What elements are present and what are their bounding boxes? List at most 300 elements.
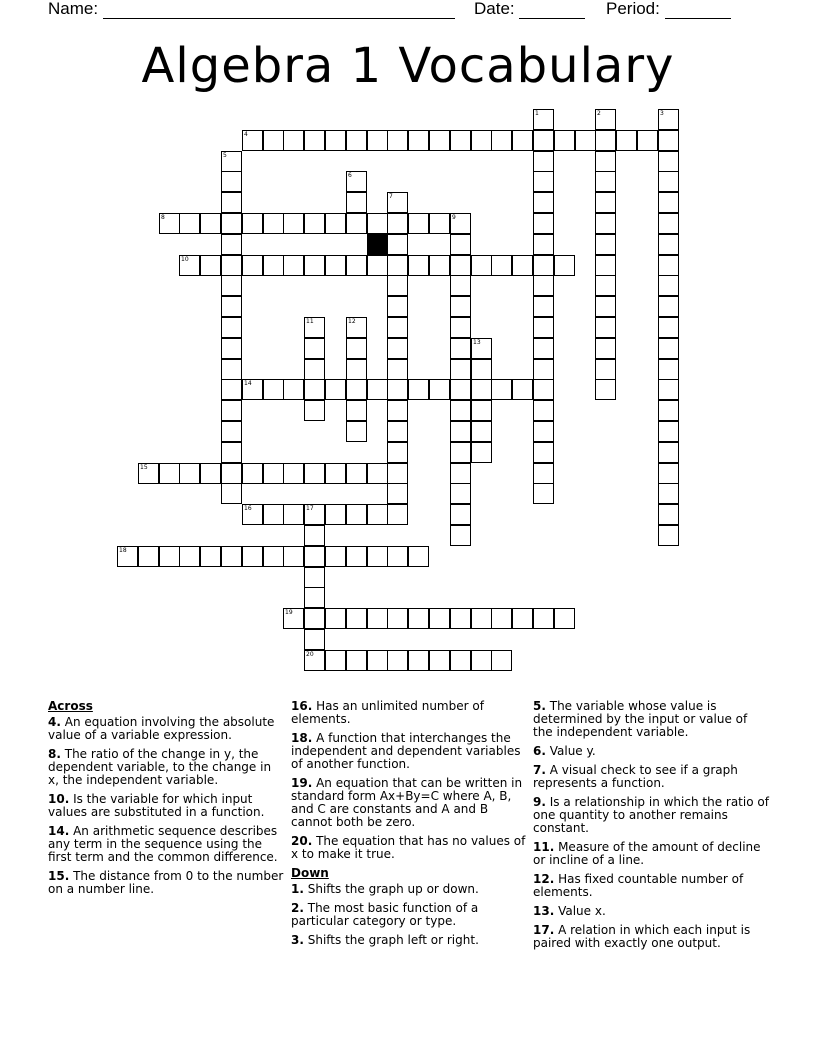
crossword-cell[interactable] bbox=[512, 379, 533, 400]
crossword-cell[interactable] bbox=[138, 463, 159, 484]
crossword-cell[interactable] bbox=[533, 130, 554, 151]
crossword-cell[interactable] bbox=[595, 109, 616, 130]
crossword-cell[interactable] bbox=[304, 567, 325, 588]
clue-number: 1 bbox=[535, 110, 539, 117]
crossword-cell[interactable] bbox=[304, 608, 325, 629]
crossword-cell[interactable] bbox=[554, 130, 575, 151]
crossword-cell[interactable] bbox=[221, 171, 242, 192]
crossword-cell[interactable] bbox=[658, 379, 679, 400]
crossword-cell[interactable] bbox=[450, 359, 471, 380]
crossword-cell[interactable] bbox=[346, 400, 367, 421]
across-clue-16: 16. Has an unlimited number of elements. bbox=[291, 699, 484, 726]
clue-number: 5 bbox=[223, 152, 227, 159]
crossword-cell[interactable] bbox=[554, 255, 575, 276]
clue-number-label: 16. bbox=[291, 699, 313, 713]
crossword-cell[interactable] bbox=[221, 275, 242, 296]
crossword-cell[interactable] bbox=[367, 608, 388, 629]
crossword-cell[interactable] bbox=[471, 130, 492, 151]
crossword-cell[interactable] bbox=[450, 296, 471, 317]
crossword-cell[interactable] bbox=[263, 546, 284, 567]
clue-number-label: 11. bbox=[533, 840, 555, 854]
crossword-cell[interactable] bbox=[221, 359, 242, 380]
black-cell bbox=[367, 234, 388, 255]
down-clue-6: 6. Value y. bbox=[533, 744, 596, 758]
down-clue-3: 3. Shifts the graph left or right. bbox=[291, 933, 479, 947]
across-clue-15: 15. The distance from 0 to the number on a number line. bbox=[48, 869, 284, 896]
crossword-cell[interactable] bbox=[408, 255, 429, 276]
crossword-cell[interactable] bbox=[533, 192, 554, 213]
down-clue-1: 1. Shifts the graph up or down. bbox=[291, 882, 479, 896]
crossword-cell[interactable] bbox=[367, 213, 388, 234]
crossword-cell[interactable] bbox=[387, 442, 408, 463]
crossword-cell[interactable] bbox=[471, 359, 492, 380]
crossword-cell[interactable] bbox=[367, 650, 388, 671]
crossword-cell[interactable] bbox=[304, 359, 325, 380]
crossword-cell[interactable] bbox=[658, 483, 679, 504]
crossword-cell[interactable] bbox=[387, 338, 408, 359]
crossword-cell[interactable] bbox=[658, 255, 679, 276]
crossword-cell[interactable] bbox=[450, 608, 471, 629]
crossword-cell[interactable] bbox=[242, 379, 263, 400]
crossword-cell[interactable] bbox=[242, 546, 263, 567]
across-clue-18: 18. A function that interchanges the independent and dependent variables of another function. bbox=[291, 731, 521, 771]
crossword-cell[interactable] bbox=[471, 650, 492, 671]
clue-number: 13 bbox=[473, 339, 481, 346]
crossword-cell[interactable] bbox=[533, 255, 554, 276]
crossword-cell[interactable] bbox=[450, 338, 471, 359]
clue-number: 10 bbox=[181, 256, 189, 263]
crossword-cell[interactable] bbox=[491, 255, 512, 276]
crossword-cell[interactable] bbox=[533, 400, 554, 421]
crossword-cell[interactable] bbox=[283, 546, 304, 567]
crossword-cell[interactable] bbox=[304, 379, 325, 400]
crossword-cell[interactable] bbox=[242, 255, 263, 276]
crossword-cell[interactable] bbox=[533, 442, 554, 463]
crossword-cell[interactable] bbox=[533, 317, 554, 338]
crossword-cell[interactable] bbox=[221, 151, 242, 172]
crossword-cell[interactable] bbox=[387, 650, 408, 671]
crossword-cell[interactable] bbox=[429, 213, 450, 234]
crossword-cell[interactable] bbox=[117, 546, 138, 567]
crossword-cell[interactable] bbox=[346, 171, 367, 192]
clue-number-label: 5. bbox=[533, 699, 546, 713]
crossword-cell[interactable] bbox=[283, 608, 304, 629]
crossword-cell[interactable] bbox=[533, 483, 554, 504]
crossword-cell[interactable] bbox=[283, 255, 304, 276]
crossword-cell[interactable] bbox=[283, 213, 304, 234]
crossword-cell[interactable] bbox=[491, 608, 512, 629]
down-clue-5: 5. The variable whose value is determined by the input or value of the independent variable. bbox=[533, 699, 748, 739]
crossword-cell[interactable] bbox=[533, 463, 554, 484]
crossword-cell[interactable] bbox=[491, 379, 512, 400]
crossword-cell[interactable] bbox=[346, 421, 367, 442]
crossword-cell[interactable] bbox=[179, 546, 200, 567]
across-clue-20: 20. The equation that has no values of x to make it true. bbox=[291, 834, 526, 861]
crossword-cell[interactable] bbox=[138, 546, 159, 567]
crossword-cell[interactable] bbox=[304, 546, 325, 567]
crossword-cell[interactable] bbox=[200, 463, 221, 484]
crossword-cell[interactable] bbox=[283, 463, 304, 484]
crossword-cell[interactable] bbox=[658, 400, 679, 421]
crossword-cell[interactable] bbox=[304, 629, 325, 650]
clue-number: 14 bbox=[244, 380, 252, 387]
crossword-cell[interactable] bbox=[283, 130, 304, 151]
crossword-cell[interactable] bbox=[595, 338, 616, 359]
crossword-cell[interactable] bbox=[595, 213, 616, 234]
down-clue-12: 12. Has fixed countable number of elements. bbox=[533, 872, 744, 899]
crossword-cell[interactable] bbox=[450, 213, 471, 234]
crossword-cell[interactable] bbox=[429, 379, 450, 400]
down-clue-9: 9. Is a relationship in which the ratio of one quantity to another remains constant. bbox=[533, 795, 769, 835]
crossword-cell[interactable] bbox=[450, 504, 471, 525]
crossword-cell[interactable] bbox=[658, 525, 679, 546]
crossword-cell[interactable] bbox=[595, 255, 616, 276]
crossword-cell[interactable] bbox=[658, 463, 679, 484]
crossword-cell[interactable] bbox=[325, 650, 346, 671]
crossword-cell[interactable] bbox=[533, 109, 554, 130]
crossword-cell[interactable] bbox=[450, 463, 471, 484]
crossword-cell[interactable] bbox=[387, 192, 408, 213]
crossword-cell[interactable] bbox=[346, 130, 367, 151]
crossword-cell[interactable] bbox=[533, 296, 554, 317]
crossword-cell[interactable] bbox=[658, 213, 679, 234]
crossword-cell[interactable] bbox=[325, 213, 346, 234]
clue-number-label: 2. bbox=[291, 901, 304, 915]
crossword-cell[interactable] bbox=[325, 608, 346, 629]
crossword-cell[interactable] bbox=[450, 379, 471, 400]
crossword-cell[interactable] bbox=[387, 463, 408, 484]
clue-number-label: 19. bbox=[291, 776, 313, 790]
crossword-cell[interactable] bbox=[450, 400, 471, 421]
crossword-cell[interactable] bbox=[429, 650, 450, 671]
crossword-cell[interactable] bbox=[387, 317, 408, 338]
clue-number-label: 14. bbox=[48, 824, 70, 838]
crossword-cell[interactable] bbox=[263, 130, 284, 151]
across-clue-10: 10. Is the variable for which input values are substituted in a function. bbox=[48, 792, 265, 819]
crossword-cell[interactable] bbox=[200, 213, 221, 234]
crossword-cell[interactable] bbox=[471, 442, 492, 463]
down-heading: Down bbox=[291, 866, 329, 880]
crossword-cell[interactable] bbox=[200, 546, 221, 567]
clue-number: 18 bbox=[119, 547, 127, 554]
crossword-cell[interactable] bbox=[387, 234, 408, 255]
crossword-cell[interactable] bbox=[304, 525, 325, 546]
crossword-cell[interactable] bbox=[616, 130, 637, 151]
crossword-cell[interactable] bbox=[304, 587, 325, 608]
clue-number: 8 bbox=[161, 214, 165, 221]
crossword-cell[interactable] bbox=[221, 317, 242, 338]
across-clue-8: 8. The ratio of the change in y, the dependent variable, to the change in x, the independent variable. bbox=[48, 747, 272, 787]
crossword-cell[interactable] bbox=[471, 608, 492, 629]
name-label: Name: bbox=[48, 0, 99, 18]
clue-number: 7 bbox=[389, 193, 393, 200]
crossword-cell[interactable] bbox=[325, 255, 346, 276]
crossword-cell[interactable] bbox=[658, 192, 679, 213]
crossword-cell[interactable] bbox=[429, 255, 450, 276]
crossword-cell[interactable] bbox=[512, 255, 533, 276]
crossword-cell[interactable] bbox=[221, 421, 242, 442]
crossword-cell[interactable] bbox=[304, 463, 325, 484]
crossword-cell[interactable] bbox=[512, 608, 533, 629]
crossword-cell[interactable] bbox=[658, 317, 679, 338]
crossword-cell[interactable] bbox=[408, 608, 429, 629]
date-label: Date: bbox=[474, 0, 515, 18]
crossword-cell[interactable] bbox=[179, 463, 200, 484]
crossword-cell[interactable] bbox=[346, 504, 367, 525]
crossword-cell[interactable] bbox=[471, 400, 492, 421]
clue-number-label: 4. bbox=[48, 715, 61, 729]
crossword-cell[interactable] bbox=[221, 400, 242, 421]
crossword-cell[interactable] bbox=[450, 483, 471, 504]
crossword-cell[interactable] bbox=[533, 151, 554, 172]
crossword-cell[interactable] bbox=[408, 379, 429, 400]
crossword-cell[interactable] bbox=[304, 255, 325, 276]
crossword-cell[interactable] bbox=[471, 255, 492, 276]
clues-column-2 bbox=[291, 700, 527, 953]
crossword-cell[interactable] bbox=[387, 400, 408, 421]
crossword-cell[interactable] bbox=[450, 130, 471, 151]
crossword-cell[interactable] bbox=[304, 400, 325, 421]
crossword-cell[interactable] bbox=[387, 255, 408, 276]
crossword-cell[interactable] bbox=[367, 255, 388, 276]
down-clue-7: 7. A visual check to see if a graph represents a function. bbox=[533, 763, 738, 790]
crossword-cell[interactable] bbox=[595, 275, 616, 296]
clues-column-1 bbox=[48, 700, 284, 902]
crossword-cell[interactable] bbox=[512, 130, 533, 151]
clue-number: 9 bbox=[452, 214, 456, 221]
crossword-cell[interactable] bbox=[346, 359, 367, 380]
crossword-cell[interactable] bbox=[304, 338, 325, 359]
crossword-cell[interactable] bbox=[658, 338, 679, 359]
crossword-cell[interactable] bbox=[242, 504, 263, 525]
crossword-cell[interactable] bbox=[387, 483, 408, 504]
crossword-cell[interactable] bbox=[408, 650, 429, 671]
crossword-cell[interactable] bbox=[346, 379, 367, 400]
crossword-cell[interactable] bbox=[221, 379, 242, 400]
crossword-cell[interactable] bbox=[450, 317, 471, 338]
clue-number-label: 6. bbox=[533, 744, 546, 758]
clue-number: 16 bbox=[244, 505, 252, 512]
crossword-cell[interactable] bbox=[595, 192, 616, 213]
clue-number: 3 bbox=[660, 110, 664, 117]
crossword-cell[interactable] bbox=[429, 608, 450, 629]
crossword-cell[interactable] bbox=[346, 546, 367, 567]
crossword-cell[interactable] bbox=[263, 379, 284, 400]
crossword-cell[interactable] bbox=[595, 130, 616, 151]
crossword-cell[interactable] bbox=[450, 525, 471, 546]
crossword-cell[interactable] bbox=[595, 359, 616, 380]
crossword-cell[interactable] bbox=[595, 296, 616, 317]
crossword-cell[interactable] bbox=[408, 130, 429, 151]
crossword-cell[interactable] bbox=[658, 109, 679, 130]
crossword-cell[interactable] bbox=[325, 463, 346, 484]
crossword-cell[interactable] bbox=[367, 463, 388, 484]
crossword-cell[interactable] bbox=[450, 650, 471, 671]
clue-number: 6 bbox=[348, 172, 352, 179]
crossword-cell[interactable] bbox=[658, 130, 679, 151]
across-clue-14: 14. An arithmetic sequence describes any term in the sequence using the first term and the common difference. bbox=[48, 824, 278, 864]
crossword-cell[interactable] bbox=[658, 359, 679, 380]
crossword-cell[interactable] bbox=[387, 213, 408, 234]
crossword-cell[interactable] bbox=[263, 504, 284, 525]
crossword-cell[interactable] bbox=[325, 504, 346, 525]
crossword-cell[interactable] bbox=[179, 213, 200, 234]
crossword-cell[interactable] bbox=[387, 359, 408, 380]
crossword-cell[interactable] bbox=[387, 608, 408, 629]
crossword-cell[interactable] bbox=[387, 275, 408, 296]
across-heading: Across bbox=[48, 699, 93, 713]
crossword-cell[interactable] bbox=[533, 608, 554, 629]
clue-number-label: 20. bbox=[291, 834, 313, 848]
crossword-cell[interactable] bbox=[637, 130, 658, 151]
crossword-cell[interactable] bbox=[325, 379, 346, 400]
crossword-cell[interactable] bbox=[325, 130, 346, 151]
crossword-cell[interactable] bbox=[658, 504, 679, 525]
crossword-cell[interactable] bbox=[658, 421, 679, 442]
crossword-cell[interactable] bbox=[367, 379, 388, 400]
down-clue-17: 17. A relation in which each input is paired with exactly one output. bbox=[533, 923, 751, 950]
crossword-cell[interactable] bbox=[387, 130, 408, 151]
crossword-cell[interactable] bbox=[658, 275, 679, 296]
clue-number-label: 3. bbox=[291, 933, 304, 947]
crossword-cell[interactable] bbox=[221, 192, 242, 213]
crossword-cell[interactable] bbox=[283, 504, 304, 525]
crossword-cell[interactable] bbox=[346, 317, 367, 338]
crossword-cell[interactable] bbox=[159, 546, 180, 567]
crossword-cell[interactable] bbox=[263, 255, 284, 276]
crossword-cell[interactable] bbox=[658, 171, 679, 192]
crossword-cell[interactable] bbox=[304, 130, 325, 151]
crossword-cell[interactable] bbox=[346, 213, 367, 234]
crossword-cell[interactable] bbox=[575, 130, 596, 151]
crossword-cell[interactable] bbox=[346, 650, 367, 671]
crossword-cell[interactable] bbox=[221, 234, 242, 255]
crossword-cell[interactable] bbox=[387, 504, 408, 525]
crossword-cell[interactable] bbox=[387, 296, 408, 317]
crossword-cell[interactable] bbox=[263, 213, 284, 234]
clue-number-label: 18. bbox=[291, 731, 313, 745]
crossword-cell[interactable] bbox=[304, 650, 325, 671]
crossword-cell[interactable] bbox=[387, 421, 408, 442]
crossword-cell[interactable] bbox=[367, 504, 388, 525]
crossword-cell[interactable] bbox=[595, 171, 616, 192]
crossword-cell[interactable] bbox=[346, 338, 367, 359]
crossword-cell[interactable] bbox=[346, 255, 367, 276]
crossword-cell[interactable] bbox=[533, 234, 554, 255]
crossword-cell[interactable] bbox=[450, 421, 471, 442]
clue-number: 12 bbox=[348, 318, 356, 325]
crossword-cell[interactable] bbox=[471, 421, 492, 442]
crossword-cell[interactable] bbox=[304, 317, 325, 338]
crossword-cell[interactable] bbox=[533, 213, 554, 234]
clue-number-label: 10. bbox=[48, 792, 70, 806]
clues-column-3 bbox=[533, 700, 769, 956]
crossword-cell[interactable] bbox=[221, 296, 242, 317]
down-clue-2: 2. The most basic function of a particular category or type. bbox=[291, 901, 479, 928]
crossword-cell[interactable] bbox=[595, 151, 616, 172]
clue-number-label: 13. bbox=[533, 904, 555, 918]
crossword-cell[interactable] bbox=[429, 130, 450, 151]
down-clue-13: 13. Value x. bbox=[533, 904, 606, 918]
crossword-cell[interactable] bbox=[179, 255, 200, 276]
crossword-cell[interactable] bbox=[159, 463, 180, 484]
crossword-cell[interactable] bbox=[533, 275, 554, 296]
crossword-cell[interactable] bbox=[221, 442, 242, 463]
crossword-cell[interactable] bbox=[263, 463, 284, 484]
crossword-cell[interactable] bbox=[387, 546, 408, 567]
crossword-cell[interactable] bbox=[304, 504, 325, 525]
crossword-cell[interactable] bbox=[221, 338, 242, 359]
clue-number-label: 12. bbox=[533, 872, 555, 886]
across-clue-19: 19. An equation that can be written in standard form Ax+By=C where A, B, and C are constants and A and B cannot both be zero. bbox=[291, 776, 523, 829]
crossword-cell[interactable] bbox=[658, 296, 679, 317]
clue-number-label: 8. bbox=[48, 747, 61, 761]
crossword-cell[interactable] bbox=[658, 442, 679, 463]
clue-number-label: 9. bbox=[533, 795, 546, 809]
crossword-cell[interactable] bbox=[450, 255, 471, 276]
crossword-cell[interactable] bbox=[221, 483, 242, 504]
clue-number-label: 15. bbox=[48, 869, 70, 883]
crossword-cell[interactable] bbox=[304, 213, 325, 234]
crossword-cell[interactable] bbox=[533, 359, 554, 380]
crossword-cell[interactable] bbox=[387, 379, 408, 400]
crossword-cell[interactable] bbox=[408, 546, 429, 567]
crossword-cell[interactable] bbox=[450, 275, 471, 296]
crossword-cell[interactable] bbox=[533, 421, 554, 442]
crossword-cell[interactable] bbox=[242, 463, 263, 484]
crossword-cell[interactable] bbox=[450, 442, 471, 463]
crossword-cell[interactable] bbox=[221, 546, 242, 567]
clue-number-label: 17. bbox=[533, 923, 555, 937]
crossword-cell[interactable] bbox=[242, 130, 263, 151]
clue-number: 4 bbox=[244, 131, 248, 138]
crossword-cell[interactable] bbox=[595, 379, 616, 400]
crossword-cell[interactable] bbox=[533, 171, 554, 192]
clue-number-label: 7. bbox=[533, 763, 546, 777]
crossword-cell[interactable] bbox=[346, 192, 367, 213]
crossword-cell[interactable] bbox=[200, 255, 221, 276]
crossword-cell[interactable] bbox=[367, 546, 388, 567]
crossword-cell[interactable] bbox=[242, 213, 263, 234]
crossword-cell[interactable] bbox=[471, 379, 492, 400]
crossword-cell[interactable] bbox=[221, 463, 242, 484]
crossword-cell[interactable] bbox=[658, 151, 679, 172]
crossword-cell[interactable] bbox=[595, 234, 616, 255]
crossword-cell[interactable] bbox=[283, 379, 304, 400]
crossword-cell[interactable] bbox=[595, 317, 616, 338]
clue-number: 17 bbox=[306, 505, 314, 512]
crossword-cell[interactable] bbox=[658, 234, 679, 255]
crossword-cell[interactable] bbox=[346, 608, 367, 629]
crossword-cell[interactable] bbox=[554, 608, 575, 629]
crossword-cell[interactable] bbox=[221, 255, 242, 276]
crossword-cell[interactable] bbox=[533, 379, 554, 400]
crossword-cell[interactable] bbox=[533, 338, 554, 359]
crossword-cell[interactable] bbox=[491, 130, 512, 151]
clue-number: 11 bbox=[306, 318, 314, 325]
crossword-cell[interactable] bbox=[367, 130, 388, 151]
crossword-cell[interactable] bbox=[491, 650, 512, 671]
crossword-cell[interactable] bbox=[159, 213, 180, 234]
crossword-cell[interactable] bbox=[408, 213, 429, 234]
down-clue-11: 11. Measure of the amount of decline or incline of a line. bbox=[533, 840, 761, 867]
crossword-cell[interactable] bbox=[471, 338, 492, 359]
crossword-cell[interactable] bbox=[221, 213, 242, 234]
clue-number: 20 bbox=[306, 651, 314, 658]
crossword-cell[interactable] bbox=[325, 546, 346, 567]
crossword-cell[interactable] bbox=[450, 234, 471, 255]
crossword-cell[interactable] bbox=[346, 463, 367, 484]
